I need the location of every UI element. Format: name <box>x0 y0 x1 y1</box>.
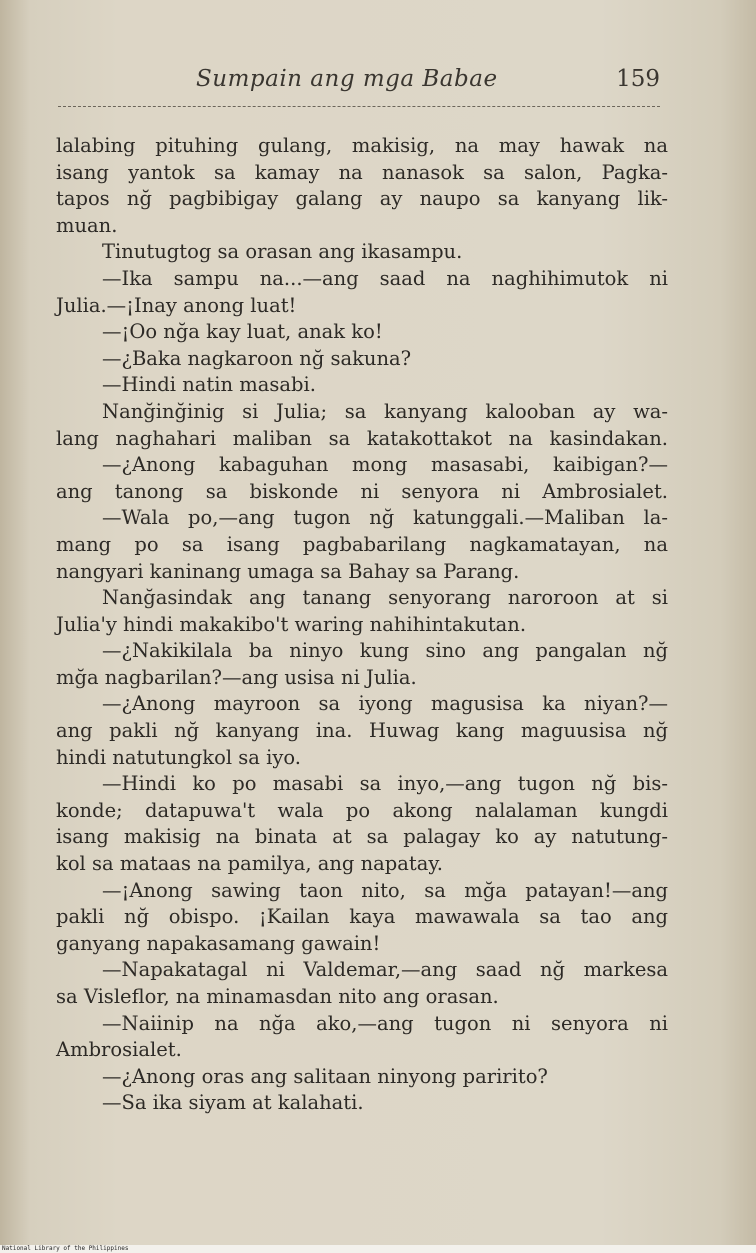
header-rule <box>58 106 660 107</box>
text-line: lang naghahari maliban sa katakottakot na kasindakan. <box>56 426 668 450</box>
text-line: —Ika sampu na...—ang saad na naghihimutok ni <box>102 266 668 290</box>
text-line: —Napakatagal ni Valdemar,—ang saad nğ markesa <box>102 958 668 982</box>
footer-credit: National Library of the Philippines <box>0 1245 756 1253</box>
text-line: Nanğinğinig si Julia; sa kanyang kalooban ay wa- <box>102 399 668 423</box>
text-line: Tinutugtog sa orasan ang ikasampu. <box>102 240 463 264</box>
text-line: —¡Anong sawing taon nito, sa mğa patayan!—ang <box>102 878 668 902</box>
text-line: konde; datapuwa't wala po akong nalalaman kungdi <box>56 798 668 822</box>
text-line: Julia.—¡Inay anong luat! <box>56 293 297 317</box>
text-line: tapos nğ pagbibigay galang ay naupo sa kanyang lik- <box>56 187 668 211</box>
text-line: —¿Nakikilala ba ninyo kung sino ang pangalan nğ <box>102 639 668 663</box>
text-line: —Hindi ko po masabi sa inyo,—ang tugon nğ bis- <box>102 772 668 796</box>
body-text <box>56 133 668 1117</box>
text-line: nangyari kaninang umaga sa Bahay sa Parang. <box>56 559 520 583</box>
text-line: ganyang napakasamang gawain! <box>56 931 381 955</box>
text-line: ang tanong sa biskonde ni senyora ni Ambrosialet. <box>56 479 668 503</box>
text-line: —¿Anong mayroon sa iyong magusisa ka niyan?— <box>102 692 668 716</box>
text-line: ang pakli nğ kanyang ina. Huwag kang maguusisa nğ <box>56 719 668 743</box>
text-line: —¿Anong oras ang salitaan ninyong paririto? <box>102 1064 548 1088</box>
text-line: lalabing pituhing gulang, makisig, na may hawak na <box>56 134 668 157</box>
text-line: pakli nğ obispo. ¡Kailan kaya mawawala sa tao ang <box>56 905 668 929</box>
text-line: —Hindi natin masabi. <box>102 373 316 397</box>
text-line: mğa nagbarilan?—ang usisa ni Julia. <box>56 665 417 689</box>
text-line: mang po sa isang pagbabarilang nagkamatayan, na <box>56 532 668 556</box>
page-header <box>190 64 670 98</box>
text-line: —Wala po,—ang tugon nğ katunggali.—Maliban la- <box>102 506 668 530</box>
text-line: Julia'y hindi makakibo't waring nahihintakutan. <box>56 612 527 636</box>
text-line: Ambrosialet. <box>56 1038 182 1062</box>
page-number: 159 <box>616 66 660 92</box>
text-line: —Naiinip na nğa ako,—ang tugon ni senyora ni <box>102 1011 668 1035</box>
text-line: Nanğasindak ang tanang senyorang naroroon at si <box>102 586 668 610</box>
text-line: muan. <box>56 213 118 237</box>
running-title: Sumpain ang mga Babae <box>196 66 498 92</box>
text-line: sa Visleflor, na minamasdan nito ang orasan. <box>56 985 499 1008</box>
text-line: kol sa mataas na pamilya, ang napatay. <box>56 852 443 876</box>
text-line: —¿Baka nagkaroon nğ sakuna? <box>102 346 412 370</box>
text-line: isang yantok sa kamay na nanasok sa salon, Pagka- <box>56 160 668 184</box>
text-line: —¿Anong kabaguhan mong masasabi, kaibigan?— <box>102 453 668 477</box>
text-line: hindi natutungkol sa iyo. <box>56 745 301 769</box>
text-line: —Sa ika siyam at kalahati. <box>102 1091 364 1115</box>
text-line: isang makisig na binata at sa palagay ko ay natutung- <box>56 825 668 849</box>
text-line: —¡Oo nğa kay luat, anak ko! <box>102 320 383 344</box>
